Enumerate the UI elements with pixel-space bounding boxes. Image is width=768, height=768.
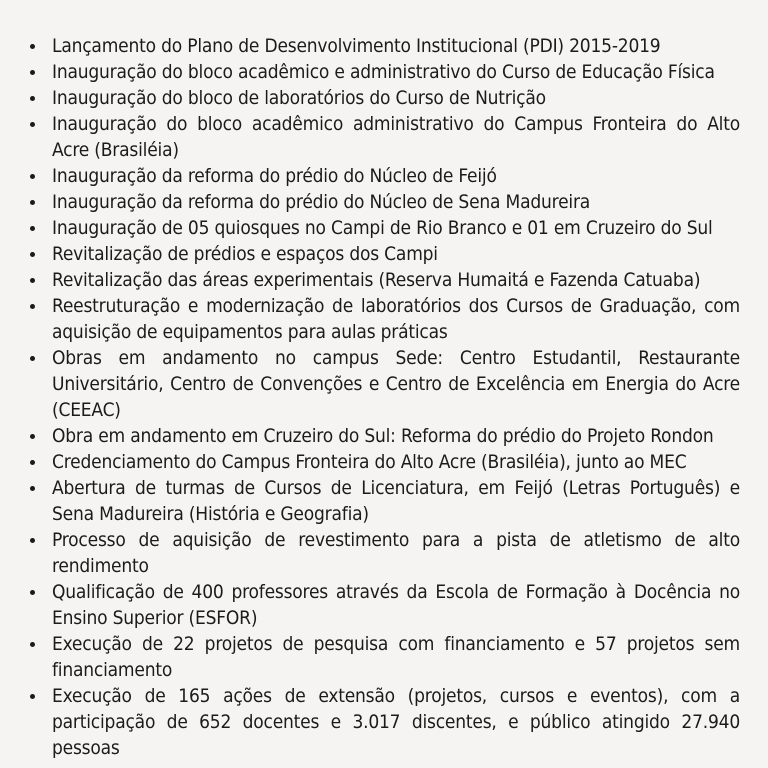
list-item: Execução de 165 ações de extensão (projetos, cursos e eventos), com a participação de 652 docentes e 3.017 discentes, e público atingido 27.940 pessoas	[52, 685, 740, 759]
achievements-list	[28, 33, 740, 761]
list-item: Revitalização de prédios e espaços dos Campi	[52, 241, 740, 267]
list-item: Obra em andamento em Cruzeiro do Sul: Reforma do prédio do Projeto Rondon	[52, 423, 740, 449]
list-item: Inauguração da reforma do prédio do Núcleo de Sena Madureira	[52, 189, 740, 215]
list-item: Inauguração do bloco acadêmico administrativo do Campus Fronteira do Alto Acre (Brasiléia)	[52, 113, 740, 161]
list-item: Inauguração do bloco de laboratórios do Curso de Nutrição	[52, 85, 740, 111]
list-item: Revitalização das áreas experimentais (Reserva Humaitá e Fazenda Catuaba)	[52, 267, 740, 293]
list-item: Inauguração do bloco acadêmico e administrativo do Curso de Educação Física	[52, 59, 740, 85]
list-item: Lançamento do Plano de Desenvolvimento Institucional (PDI) 2015-2019	[52, 33, 740, 59]
list-item: Processo de aquisição de revestimento para a pista de atletismo de alto rendimento	[52, 529, 740, 577]
list-item: Credenciamento do Campus Fronteira do Alto Acre (Brasiléia), junto ao MEC	[52, 449, 740, 475]
list-item: Qualificação de 400 professores através da Escola de Formação à Docência no Ensino Superior (ESFOR)	[52, 581, 740, 629]
list-item: Inauguração de 05 quiosques no Campi de Rio Branco e 01 em Cruzeiro do Sul	[52, 215, 740, 241]
list-item: Reestruturação e modernização de laboratórios dos Cursos de Graduação, com aquisição de equipamentos para aulas práticas	[52, 295, 740, 343]
list-item: Inauguração da reforma do prédio do Núcleo de Feijó	[52, 163, 740, 189]
list-item: Abertura de turmas de Cursos de Licenciatura, em Feijó (Letras Português) e Sena Madureira (História e Geografia)	[52, 477, 740, 525]
list-item: Obras em andamento no campus Sede: Centro Estudantil, Restaurante Universitário, Centro de Convenções e Centro de Excelência em Energia do Acre (CEEAC)	[52, 347, 740, 421]
list-item: Execução de 22 projetos de pesquisa com financiamento e 57 projetos sem financiamento	[52, 633, 740, 681]
